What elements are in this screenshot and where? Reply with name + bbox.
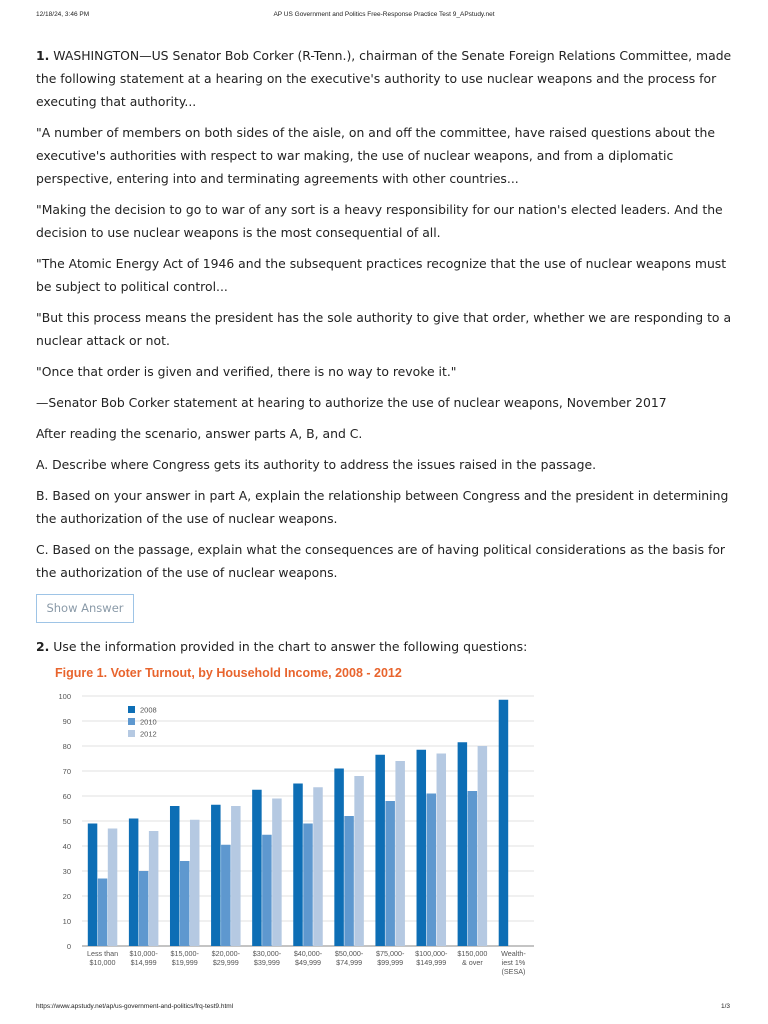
legend-swatch-2012 bbox=[128, 730, 135, 737]
question-1-paragraph: "A number of members on both sides of the aisle, on and off the committee, have raised questions about the executive's authorities with respect to war making, the use of nuclear weapons, and from a diplomatic perspective, entering into and terminating agreements with other countries... bbox=[36, 125, 715, 186]
bar-2008 bbox=[417, 750, 427, 946]
bar-2008 bbox=[129, 819, 139, 947]
x-tick-label: $99,999 bbox=[377, 958, 404, 967]
legend-label: 2010 bbox=[140, 717, 157, 727]
bar-2012 bbox=[190, 820, 200, 946]
x-tick-label: $100,000- bbox=[415, 949, 448, 958]
y-tick-label: 0 bbox=[66, 942, 71, 951]
x-tick-label: iest 1% bbox=[501, 958, 526, 967]
chart-title: Figure 1. Voter Turnout, by Household Income, 2008 - 2012 bbox=[55, 666, 402, 680]
print-footer bbox=[0, 1003, 768, 1013]
x-tick-label: $19,999 bbox=[171, 958, 198, 967]
question-1-part-b: B. Based on your answer in part A, explain the relationship between Congress and the president in determining the authorization of the use of nuclear weapons. bbox=[36, 488, 729, 526]
question-1-paragraph: "Once that order is given and verified, there is no way to revoke it." bbox=[36, 364, 457, 379]
x-tick-label: $74,999 bbox=[336, 958, 363, 967]
y-tick-label: 30 bbox=[62, 867, 71, 876]
bar-2010 bbox=[98, 879, 108, 947]
question-1-intro-text: WASHINGTON—US Senator Bob Corker (R-Tenn.), chairman of the Senate Foreign Relations Committee, made the following statement at a hearing on the executive's authority to use nuclear weapons and the process for executing that authority... bbox=[36, 48, 732, 109]
bar-2010 bbox=[180, 861, 190, 946]
x-tick-label: $39,999 bbox=[253, 958, 280, 967]
x-tick-label: & over bbox=[461, 958, 483, 967]
bar-2008 bbox=[375, 755, 385, 946]
print-page-number: 1/3 bbox=[720, 1003, 730, 1010]
bar-2012 bbox=[272, 799, 282, 947]
question-2-prompt bbox=[36, 635, 736, 658]
bar-2008 bbox=[293, 784, 303, 947]
question-1-part-a: A. Describe where Congress gets its authority to address the issues raised in the passage. bbox=[36, 457, 597, 472]
bar-2010 bbox=[139, 871, 149, 946]
question-1-paragraph: "But this process means the president has the sole authority to give that order, whether we are responding to a nuclear attack or not. bbox=[36, 310, 732, 348]
bar-2010 bbox=[262, 835, 272, 946]
legend-swatch-2010 bbox=[128, 718, 135, 725]
question-1-instructions: After reading the scenario, answer parts A, B, and C. bbox=[36, 426, 363, 441]
x-tick-label: Less than bbox=[86, 949, 119, 958]
x-tick-label: $10,000 bbox=[89, 958, 116, 967]
bar-2012 bbox=[437, 754, 447, 947]
x-tick-label: (SESA) bbox=[501, 967, 526, 976]
question-1-attribution: —Senator Bob Corker statement at hearing to authorize the use of nuclear weapons, November 2017 bbox=[36, 395, 667, 410]
x-tick-label: $15,000- bbox=[170, 949, 199, 958]
bar-2008 bbox=[170, 806, 180, 946]
show-answer-button[interactable]: Show Answer bbox=[36, 594, 134, 623]
legend-label: 2008 bbox=[140, 705, 157, 715]
x-tick-label: $149,999 bbox=[416, 958, 447, 967]
voter-turnout-figure bbox=[36, 658, 540, 976]
y-tick-label: 50 bbox=[62, 817, 71, 826]
print-datetime: 12/18/24, 3:46 PM bbox=[36, 11, 90, 18]
bar-2008 bbox=[499, 700, 509, 946]
question-2-text: Use the information provided in the chart to answer the following questions: bbox=[53, 639, 528, 654]
y-tick-label: 60 bbox=[62, 792, 71, 801]
x-tick-label: $10,000- bbox=[129, 949, 158, 958]
y-tick-label: 90 bbox=[62, 717, 71, 726]
x-tick-label: Wealth- bbox=[501, 949, 526, 958]
x-tick-label: $49,999 bbox=[295, 958, 321, 967]
question-2-number: 2. bbox=[36, 639, 50, 654]
bar-2012 bbox=[313, 787, 323, 946]
question-1-part-c: C. Based on the passage, explain what the consequences are of having political considerations as the basis for the authorization of the use of nuclear weapons. bbox=[36, 542, 725, 580]
bar-2008 bbox=[88, 824, 98, 947]
bar-2010 bbox=[468, 791, 478, 946]
y-tick-label: 10 bbox=[62, 917, 71, 926]
y-tick-label: 20 bbox=[62, 892, 71, 901]
bar-2012 bbox=[149, 831, 159, 946]
bar-2012 bbox=[231, 806, 241, 946]
print-header bbox=[0, 11, 768, 21]
x-tick-label: $75,000- bbox=[375, 949, 405, 958]
bar-2010 bbox=[221, 845, 231, 946]
y-tick-label: 100 bbox=[58, 692, 71, 701]
bar-2010 bbox=[344, 816, 354, 946]
y-tick-label: 40 bbox=[62, 842, 71, 851]
legend-label: 2012 bbox=[140, 729, 157, 739]
bar-2012 bbox=[478, 746, 488, 946]
bar-2012 bbox=[108, 829, 118, 947]
bar-2010 bbox=[427, 794, 437, 947]
y-tick-label: 80 bbox=[62, 742, 71, 751]
legend-swatch-2008 bbox=[128, 706, 135, 713]
bar-2008 bbox=[252, 790, 262, 946]
question-1-paragraph: "The Atomic Energy Act of 1946 and the subsequent practices recognize that the use of nuclear weapons must be subject to political control... bbox=[36, 256, 727, 294]
question-1-number: 1. bbox=[36, 48, 50, 63]
x-tick-label: $29,999 bbox=[212, 958, 239, 967]
bar-2010 bbox=[385, 801, 395, 946]
bar-2010 bbox=[303, 824, 313, 947]
voter-turnout-chart bbox=[36, 658, 540, 976]
y-tick-label: 70 bbox=[62, 767, 71, 776]
main-content bbox=[36, 44, 736, 666]
x-tick-label: $150,000 bbox=[457, 949, 488, 958]
x-tick-label: $40,000- bbox=[293, 949, 323, 958]
question-1-intro bbox=[36, 44, 736, 113]
x-tick-label: $20,000- bbox=[211, 949, 241, 958]
x-tick-label: $14,999 bbox=[130, 958, 157, 967]
bar-2008 bbox=[458, 742, 468, 946]
bar-2012 bbox=[354, 776, 364, 946]
x-tick-label: $50,000- bbox=[334, 949, 364, 958]
x-tick-label: $30,000- bbox=[252, 949, 282, 958]
bar-2008 bbox=[334, 769, 344, 947]
question-1-paragraph: "Making the decision to go to war of any sort is a heavy responsibility for our nation's elected leaders. And the decision to use nuclear weapons is the most consequential of all. bbox=[36, 202, 723, 240]
bar-2008 bbox=[211, 805, 221, 946]
print-url: https://www.apstudy.net/ap/us-government-and-politics/frq-test9.html bbox=[36, 1003, 234, 1010]
print-page-title: AP US Government and Politics Free-Response Practice Test 9_APstudy.net bbox=[273, 11, 495, 18]
bar-2012 bbox=[395, 761, 405, 946]
